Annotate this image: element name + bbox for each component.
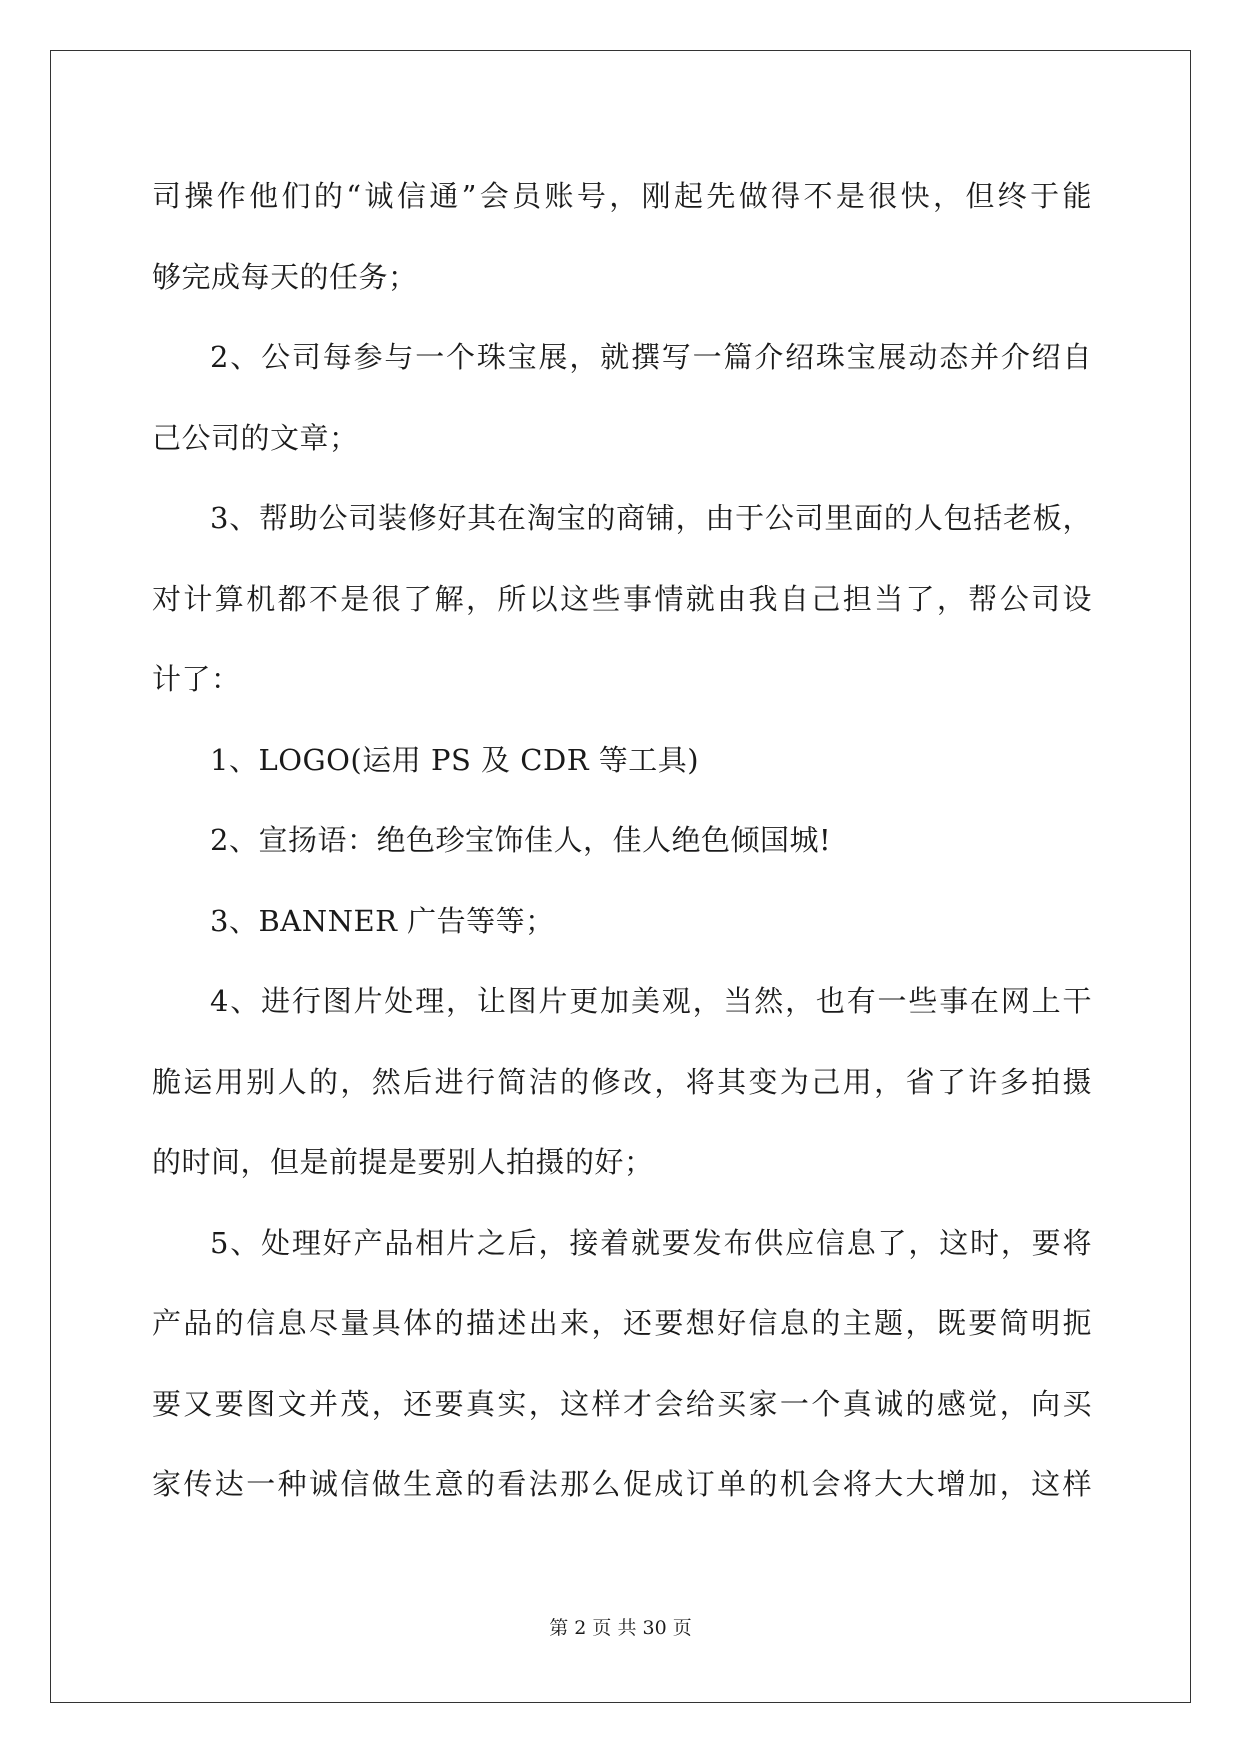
text-line-2: 够完成每天的任务； bbox=[152, 259, 418, 294]
text-line-16: 要又要图文并茂，还要真实，这样才会给买家一个真诚的感觉，向买 bbox=[152, 1386, 1092, 1421]
text-line-15: 产品的信息尽量具体的描述出来，还要想好信息的主题，既要简明扼 bbox=[152, 1306, 1092, 1340]
text-line-3: 2、公司每参与一个珠宝展，就撰写一篇介绍珠宝展动态并介绍自 bbox=[210, 340, 1092, 374]
text-line-17: 家传达一种诚信做生意的看法那么促成订单的机会将大大增加，这样 bbox=[152, 1467, 1092, 1501]
text-line-8: 1、LOGO(运用 PS 及 CDR 等工具) bbox=[210, 742, 700, 777]
text-line-6: 对计算机都不是很了解，所以这些事情就由我自己担当了，帮公司设 bbox=[152, 581, 1092, 616]
text-line-4: 己公司的文章； bbox=[152, 420, 359, 455]
text-line-13: 的时间，但是前提是要别人拍摄的好； bbox=[152, 1145, 654, 1179]
text-line-14: 5、处理好产品相片之后，接着就要发布供应信息了，这时，要将 bbox=[210, 1225, 1092, 1260]
text-line-12: 脆运用别人的，然后进行简洁的修改，将其变为己用，省了许多拍摄 bbox=[152, 1064, 1092, 1099]
page-number-footer: 第 2 页 共 30 页 bbox=[549, 1617, 692, 1639]
document-body bbox=[152, 156, 1092, 1525]
text-line-9: 2、宣扬语：绝色珍宝饰佳人，佳人绝色倾国城! bbox=[210, 823, 832, 857]
text-line-10: 3、BANNER 广告等等； bbox=[210, 903, 555, 938]
text-line-11: 4、进行图片处理，让图片更加美观，当然，也有一些事在网上干 bbox=[210, 984, 1092, 1018]
text-line-1: 司操作他们的“诚信通”会员账号，刚起先做得不是很快，但终于能 bbox=[152, 179, 1092, 213]
text-line-5: 3、帮助公司装修好其在淘宝的商铺，由于公司里面的人包括老板， bbox=[210, 501, 1092, 535]
text-line-7: 计了： bbox=[152, 662, 241, 696]
